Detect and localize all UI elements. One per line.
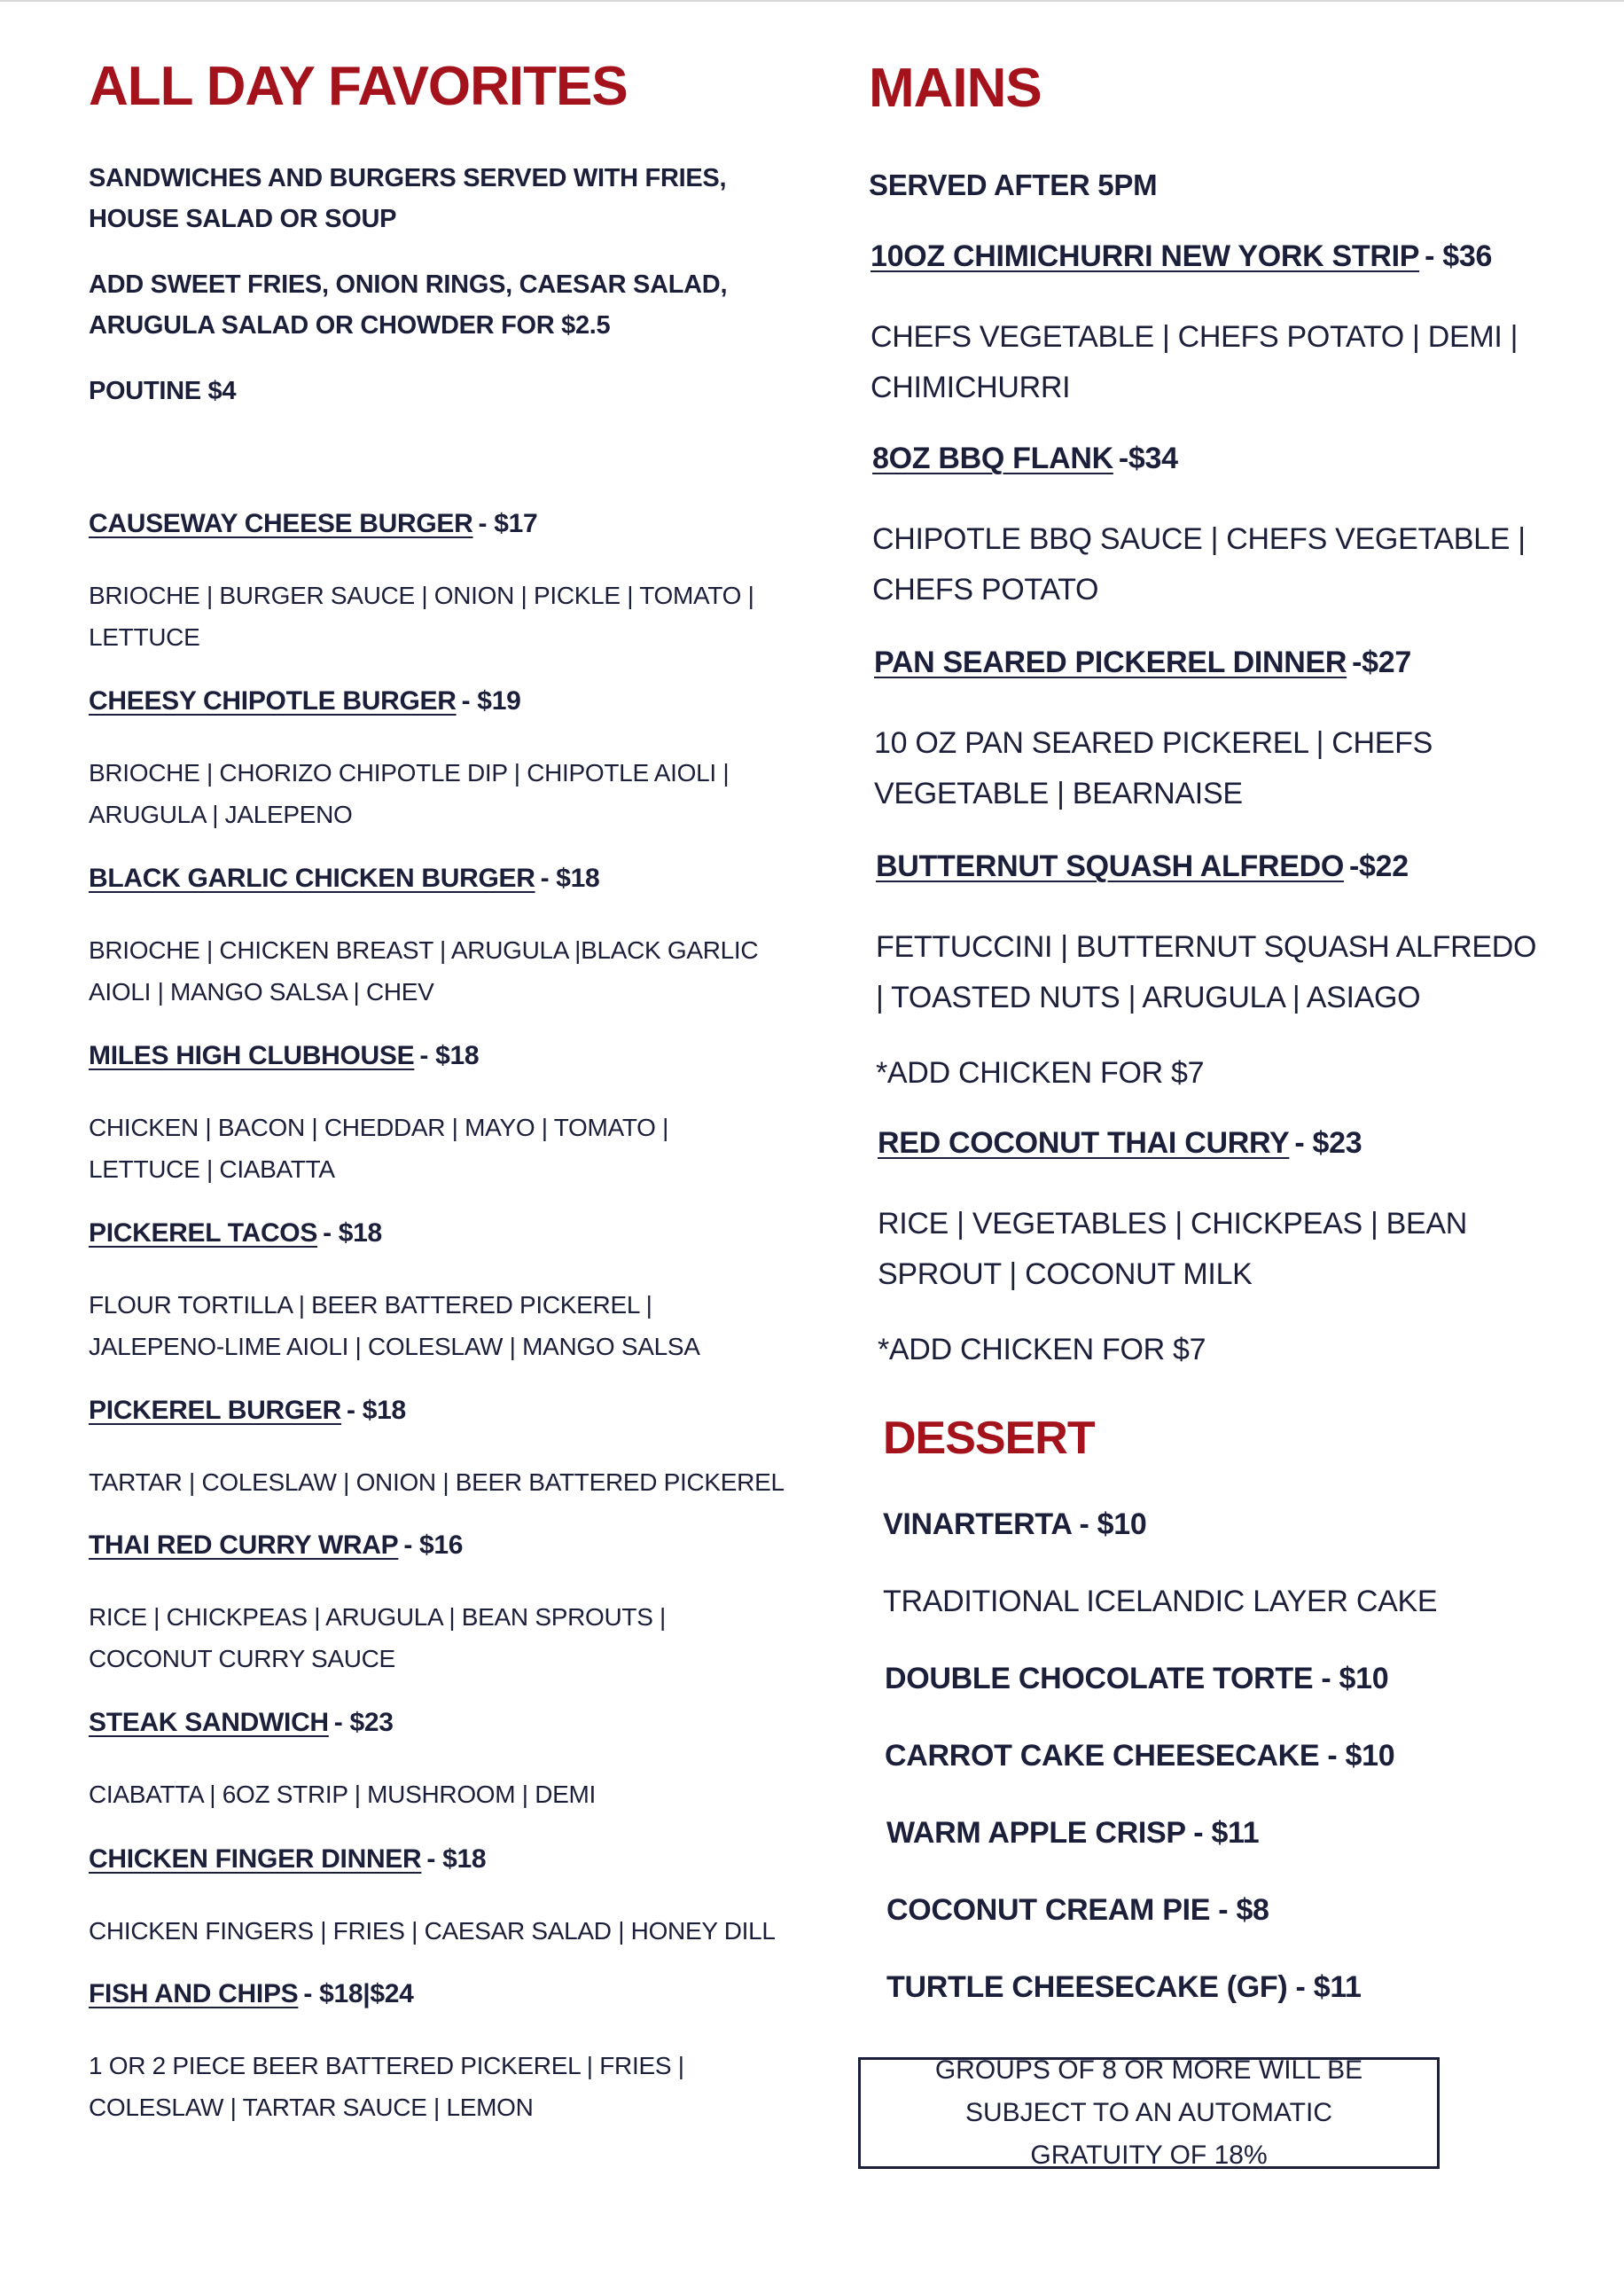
item-description: RICE | VEGETABLES | CHICKPEAS | BEAN SPROUT | COCONUT MILK xyxy=(878,1207,1468,1291)
item-name: PAN SEARED PICKEREL DINNER xyxy=(874,646,1347,679)
item-description: CHEFS VEGETABLE | CHEFS POTATO | DEMI | CHIMICHURRI xyxy=(871,320,1519,404)
dessert-item: CARROT CAKE CHEESECAKE - $10 xyxy=(885,1739,1395,1773)
item-price: - $36 xyxy=(1425,239,1493,273)
item-price: - $18 xyxy=(540,864,600,893)
item-name: MILES HIGH CLUBHOUSE xyxy=(89,1041,415,1070)
item-price: -$27 xyxy=(1352,646,1411,679)
gratuity-notice-text: GROUPS OF 8 OR MORE WILL BE SUBJECT TO AN AUTOMATIC GRATUITY OF 18% xyxy=(934,2055,1363,2170)
item-name: STEAK SANDWICH xyxy=(89,1708,329,1737)
item-description: FLOUR TORTILLA | BEER BATTERED PICKEREL | JALEPENO-LIME AIOLI | COLESLAW | MANGO SALSA xyxy=(89,1291,700,1360)
served-after-note: SERVED AFTER 5PM xyxy=(869,168,1158,201)
item-description: FETTUCCINI | BUTTERNUT SQUASH ALFREDO | TOASTED NUTS | ARUGULA | ASIAGO xyxy=(876,930,1537,1014)
item-name: FISH AND CHIPS xyxy=(89,1979,299,2008)
item-description: BRIOCHE | CHICKEN BREAST | ARUGULA |BLACK GARLIC AIOLI | MANGO SALSA | CHEV xyxy=(89,936,759,1006)
add-chicken-note: *ADD CHICKEN FOR $7 xyxy=(876,1056,1205,1090)
item-name: BUTTERNUT SQUASH ALFREDO xyxy=(876,849,1344,883)
menu-item-title xyxy=(89,864,599,894)
item-price: - $19 xyxy=(461,686,521,716)
item-price: - $18 xyxy=(346,1396,406,1425)
item-description: CHIPOTLE BBQ SAUCE | CHEFS VEGETABLE | CHEFS POTATO xyxy=(872,522,1526,607)
menu-item-title xyxy=(89,1979,414,2009)
item-price: - $18 xyxy=(419,1041,480,1070)
item-price: - $18|$24 xyxy=(303,1979,414,2008)
item-name: CHICKEN FINGER DINNER xyxy=(89,1844,422,1874)
item-price: - $23 xyxy=(1294,1126,1362,1160)
dessert-item: WARM APPLE CRISP - $11 xyxy=(886,1816,1260,1850)
item-price: -$22 xyxy=(1348,849,1409,883)
item-description: CHICKEN FINGERS | FRIES | CAESAR SALAD | HONEY DILL xyxy=(89,1917,776,1945)
menu-item-title xyxy=(872,442,1178,476)
item-price: - $16 xyxy=(403,1530,464,1560)
add-sides-note: ADD SWEET FRIES, ONION RINGS, CAESAR SALAD, ARUGULA SALAD OR CHOWDER FOR $2.5 xyxy=(89,270,728,340)
poutine-note: POUTINE $4 xyxy=(89,377,237,405)
item-price: - $23 xyxy=(333,1708,394,1737)
item-description: 1 OR 2 PIECE BEER BATTERED PICKEREL | FRIES | COLESLAW | TARTAR SAUCE | LEMON xyxy=(89,2052,684,2121)
item-price: - $17 xyxy=(478,509,538,538)
item-description: CIABATTA | 6OZ STRIP | MUSHROOM | DEMI xyxy=(89,1781,597,1808)
menu-item-title xyxy=(89,1041,479,1071)
dessert-item: VINARTERTA - $10 xyxy=(883,1507,1147,1541)
menu-item-title xyxy=(89,1396,406,1426)
item-name: PICKEREL BURGER xyxy=(89,1396,341,1425)
menu-item-title xyxy=(874,646,1411,680)
all-day-favorites-title: ALL DAY FAVORITES xyxy=(89,56,628,117)
item-price: - $18 xyxy=(426,1844,487,1874)
mains-title: MAINS xyxy=(869,58,1042,119)
item-description: BRIOCHE | CHORIZO CHIPOTLE DIP | CHIPOTLE AIOLI | ARUGULA | JALEPENO xyxy=(89,759,730,828)
dessert-item: COCONUT CREAM PIE - $8 xyxy=(886,1893,1269,1927)
item-description: RICE | CHICKPEAS | ARUGULA | BEAN SPROUTS | COCONUT CURRY SAUCE xyxy=(89,1603,667,1672)
item-price: -$34 xyxy=(1118,442,1178,475)
item-name: 10OZ CHIMICHURRI NEW YORK STRIP xyxy=(871,239,1420,273)
dessert-description: TRADITIONAL ICELANDIC LAYER CAKE xyxy=(883,1585,1438,1618)
item-price: - $18 xyxy=(323,1218,382,1248)
item-description: BRIOCHE | BURGER SAUCE | ONION | PICKLE | TOMATO | LETTUCE xyxy=(89,582,754,651)
item-name: CAUSEWAY CHEESE BURGER xyxy=(89,509,473,538)
served-with-note: SANDWICHES AND BURGERS SERVED WITH FRIES, HOUSE SALAD OR SOUP xyxy=(89,164,727,233)
item-name: 8OZ BBQ FLANK xyxy=(872,442,1113,475)
menu-item-title xyxy=(878,1126,1362,1161)
menu-item-title xyxy=(876,849,1409,884)
menu-item-title xyxy=(89,1530,463,1561)
item-name: CHEESY CHIPOTLE BURGER xyxy=(89,686,457,716)
dessert-title: DESSERT xyxy=(883,1413,1095,1464)
item-description: 10 OZ PAN SEARED PICKEREL | CHEFS VEGETABLE | BEARNAISE xyxy=(874,726,1433,810)
item-description: TARTAR | COLESLAW | ONION | BEER BATTERED PICKEREL xyxy=(89,1468,785,1496)
top-rule xyxy=(0,0,1624,2)
add-chicken-note: *ADD CHICKEN FOR $7 xyxy=(878,1333,1206,1366)
item-name: PICKEREL TACOS xyxy=(89,1218,318,1248)
menu-item-title xyxy=(89,1844,486,1875)
dessert-item: DOUBLE CHOCOLATE TORTE - $10 xyxy=(885,1662,1389,1695)
item-description: CHICKEN | BACON | CHEDDAR | MAYO | TOMATO | LETTUCE | CIABATTA xyxy=(89,1114,669,1183)
menu-item-title xyxy=(89,1218,382,1248)
item-name: THAI RED CURRY WRAP xyxy=(89,1530,399,1560)
menu-item-title xyxy=(871,239,1492,274)
item-name: BLACK GARLIC CHICKEN BURGER xyxy=(89,864,535,893)
menu-item-title xyxy=(89,1708,394,1738)
dessert-item: TURTLE CHEESECAKE (GF) - $11 xyxy=(886,1970,1362,2004)
item-name: RED COCONUT THAI CURRY xyxy=(878,1126,1290,1160)
menu-item-title xyxy=(89,686,520,716)
gratuity-notice-box xyxy=(858,2057,1440,2169)
menu-item-title xyxy=(89,509,537,539)
